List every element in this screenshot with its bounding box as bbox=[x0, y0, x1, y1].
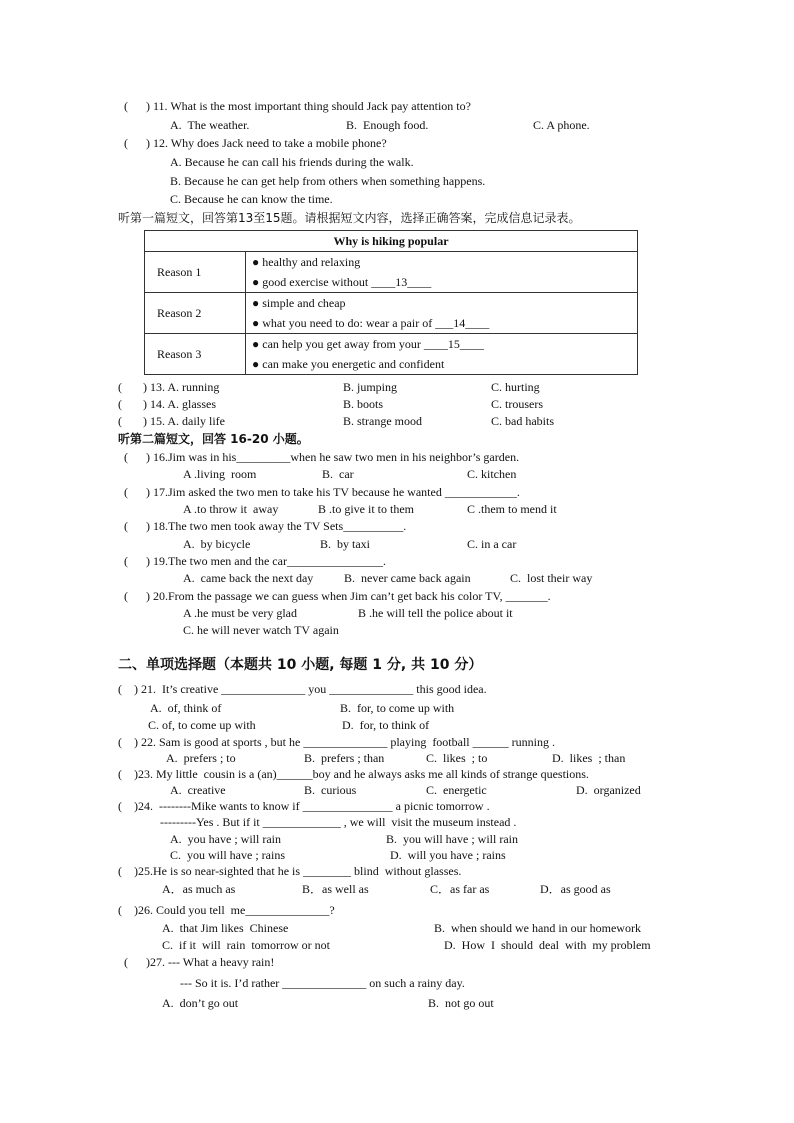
reason-2-line-1: ● simple and cheap bbox=[252, 296, 346, 310]
q21-stem: ( ) 21. It’s creative ______________ you ______________ this good idea. bbox=[118, 682, 487, 696]
q16-option-c: C. kitchen bbox=[467, 467, 517, 481]
q13-option-c: C. hurting bbox=[491, 380, 540, 394]
info-table bbox=[144, 230, 638, 375]
q13-option-b: B. jumping bbox=[343, 380, 398, 394]
q24-stem: ( )24. --------Mike wants to know if _______________ a picnic tomorrow . bbox=[118, 799, 490, 813]
q26-option-b: B. when should we hand in our homework bbox=[434, 921, 641, 935]
q19-option-c: C. lost their way bbox=[510, 571, 593, 585]
reason-1-line-2: ● good exercise without ____13____ bbox=[252, 275, 432, 289]
q27-option-a: A. don’t go out bbox=[162, 996, 239, 1010]
q19-stem: ( ) 19.The two men and the car________________. bbox=[124, 554, 386, 568]
q26-option-c: C. if it will rain tomorrow or not bbox=[162, 938, 330, 952]
q12-option-c: C. Because he can know the time. bbox=[170, 192, 333, 206]
q26-option-d: D. How I should deal with my problem bbox=[444, 938, 651, 952]
q16-option-a: A .living room bbox=[183, 467, 257, 481]
q22-option-a: A. prefers ; to bbox=[166, 751, 236, 765]
q27-stem: ( )27. --- What a heavy rain! bbox=[124, 955, 275, 969]
q16-stem: ( ) 16.Jim was in his_________when he saw two men in his neighbor’s garden. bbox=[124, 450, 520, 464]
reason-1-line-1: ● healthy and relaxing bbox=[252, 255, 361, 269]
reason-2-details bbox=[246, 293, 638, 334]
q21-option-c: C. of, to come up with bbox=[148, 718, 256, 732]
passage2-instruction: 听第二篇短文，回答 16-20 小题。 bbox=[118, 432, 309, 446]
q15-stem: ( ) 15. A. daily life bbox=[118, 414, 225, 428]
q23-stem: ( )23. My little cousin is a (an)______boy and he always asks me all kinds of strange questions. bbox=[118, 767, 589, 781]
q25-option-a: A．as much as bbox=[162, 882, 236, 896]
q27-option-b: B. not go out bbox=[428, 996, 494, 1010]
q24-option-d: D. will you have ; rains bbox=[390, 848, 506, 862]
q22-option-c: C. likes ; to bbox=[426, 751, 488, 765]
q20-option-a: A .he must be very glad bbox=[183, 606, 297, 620]
q18-stem: ( ) 18.The two men took away the TV Sets__________. bbox=[124, 519, 407, 533]
q14-stem: ( ) 14. A. glasses bbox=[118, 397, 216, 411]
q25-option-c: C．as far as bbox=[430, 882, 490, 896]
q15-option-b: B. strange mood bbox=[343, 414, 422, 428]
q11-option-b: B. Enough food. bbox=[346, 118, 429, 132]
q14-option-c: C. trousers bbox=[491, 397, 543, 411]
q19-option-b: B. never came back again bbox=[344, 571, 471, 585]
q20-option-b: B .he will tell the police about it bbox=[358, 606, 513, 620]
q11-stem: ( ) 11. What is the most important thing should Jack pay attention to? bbox=[124, 99, 471, 113]
q21-option-d: D. for, to think of bbox=[342, 718, 430, 732]
info-table-title: Why is hiking popular bbox=[145, 231, 638, 252]
reason-1-details bbox=[246, 252, 638, 293]
q26-option-a: A. that Jim likes Chinese bbox=[162, 921, 289, 935]
passage1-instruction: 听第一篇短文，回答第13至15题。请根据短文内容，选择正确答案，完成信息记录表。 bbox=[118, 211, 581, 225]
q13-stem: ( ) 13. A. running bbox=[118, 380, 220, 394]
q27-stem-2: --- So it is. I’d rather ______________ on such a rainy day. bbox=[180, 976, 465, 990]
section2-title: 二、单项选择题（本题共 10 小题, 每题 1 分, 共 10 分） bbox=[118, 657, 483, 673]
q11-option-c: C. A phone. bbox=[533, 118, 590, 132]
q22-stem: ( ) 22. Sam is good at sports , but he ______________ playing football ______ running . bbox=[118, 735, 555, 749]
reason-2-label: Reason 2 bbox=[145, 293, 246, 334]
q25-option-d: D．as good as bbox=[540, 882, 611, 896]
q12-option-b: B. Because he can get help from others when something happens. bbox=[170, 174, 486, 188]
q20-stem: ( ) 20.From the passage we can guess when Jim can’t get back his color TV, _______. bbox=[124, 589, 551, 603]
q15-option-c: C. bad habits bbox=[491, 414, 554, 428]
q23-option-c: C. energetic bbox=[426, 783, 487, 797]
q24-option-b: B. you will have ; will rain bbox=[386, 832, 518, 846]
q22-option-d: D. likes ; than bbox=[552, 751, 626, 765]
q18-option-c: C. in a car bbox=[467, 537, 517, 551]
q18-option-a: A. by bicycle bbox=[183, 537, 251, 551]
q24-option-c: C. you will have ; rains bbox=[170, 848, 285, 862]
q11-option-a: A. The weather. bbox=[170, 118, 250, 132]
reason-1-label: Reason 1 bbox=[145, 252, 246, 293]
q16-option-b: B. car bbox=[322, 467, 354, 481]
reason-2-line-2: ● what you need to do: wear a pair of ___14____ bbox=[252, 316, 490, 330]
reason-3-details bbox=[246, 334, 638, 375]
q19-option-a: A. came back the next day bbox=[183, 571, 314, 585]
q25-stem: ( )25.He is so near-sighted that he is ________ blind without glasses. bbox=[118, 864, 462, 878]
q20-option-c: C. he will never watch TV again bbox=[183, 623, 339, 637]
q17-option-a: A .to throw it away bbox=[183, 502, 279, 516]
q24-stem-2: ---------Yes . But if it _____________ , we will visit the museum instead . bbox=[160, 815, 517, 829]
q18-option-b: B. by taxi bbox=[320, 537, 370, 551]
q21-option-b: B. for, to come up with bbox=[340, 701, 455, 715]
q21-option-a: A. of, think of bbox=[150, 701, 222, 715]
q24-option-a: A. you have ; will rain bbox=[170, 832, 281, 846]
q25-option-b: B．as well as bbox=[302, 882, 369, 896]
reason-3-label: Reason 3 bbox=[145, 334, 246, 375]
q17-option-c: C .them to mend it bbox=[467, 502, 557, 516]
q17-stem: ( ) 17.Jim asked the two men to take his TV because he wanted ____________. bbox=[124, 485, 520, 499]
q22-option-b: B. prefers ; than bbox=[304, 751, 385, 765]
q17-option-b: B .to give it to them bbox=[318, 502, 414, 516]
q26-stem: ( )26. Could you tell me______________? bbox=[118, 903, 335, 917]
q23-option-b: B. curious bbox=[304, 783, 357, 797]
reason-3-line-2: ● can make you energetic and confident bbox=[252, 357, 445, 371]
q23-option-a: A. creative bbox=[170, 783, 226, 797]
q23-option-d: D. organized bbox=[576, 783, 641, 797]
q14-option-b: B. boots bbox=[343, 397, 384, 411]
q12-option-a: A. Because he can call his friends during the walk. bbox=[170, 155, 414, 169]
q12-stem: ( ) 12. Why does Jack need to take a mobile phone? bbox=[124, 136, 387, 150]
reason-3-line-1: ● can help you get away from your ____15____ bbox=[252, 337, 484, 351]
